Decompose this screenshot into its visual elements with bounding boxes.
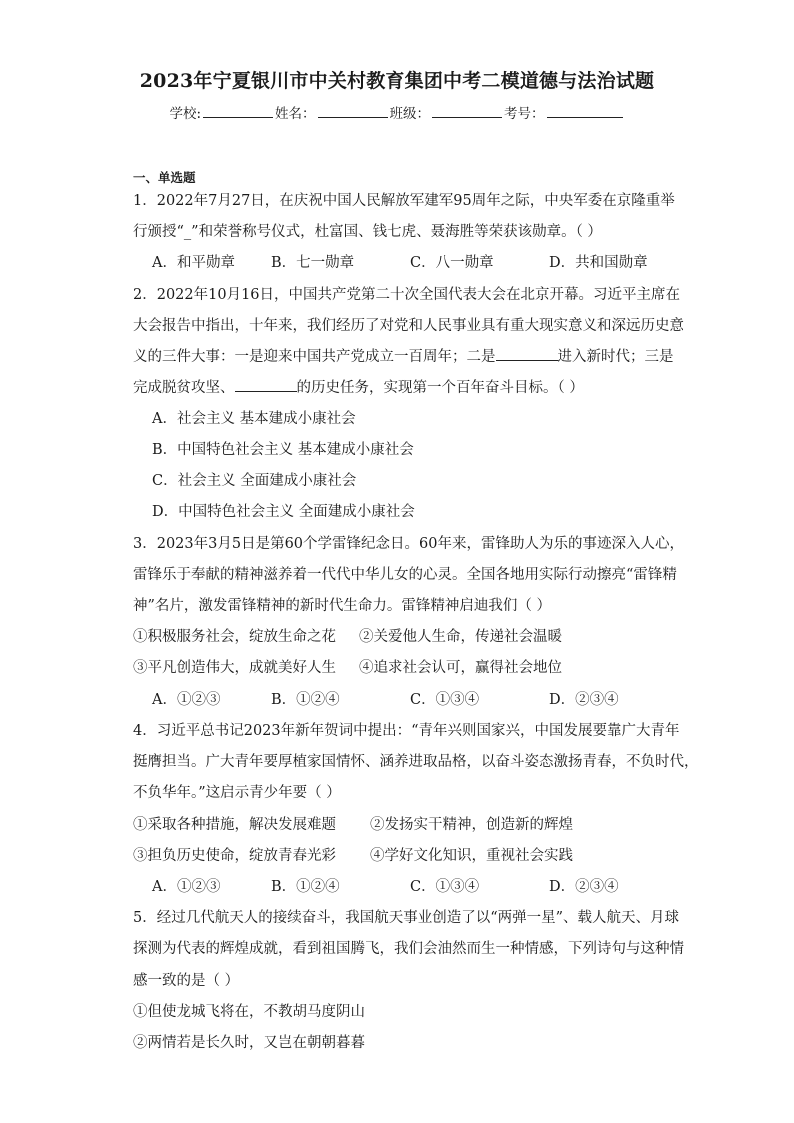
q4-statement-3: ③担负历史使命，绽放青春光彩 [133,848,336,864]
q2-blank-2[interactable] [235,378,297,392]
q3-option-a[interactable]: A．①②③ [152,692,221,708]
q4-option-a[interactable]: A．①②③ [152,879,221,895]
q3-option-b[interactable]: B．①②④ [271,692,340,708]
q3-statement-2: ②关爱他人生命，传递社会温暖 [359,629,562,645]
class-label: 班级： [389,106,431,122]
q4-option-b[interactable]: B．①②④ [271,879,340,895]
q3-option-d[interactable]: D．②③④ [549,692,619,708]
q3-line-2: 雷锋乐于奉献的精神滋养着一代代中华儿女的心灵。全国各地用实际行动擦亮“雷锋精 [133,567,677,583]
q1-option-c[interactable]: C．八一勋章 [410,255,494,271]
q2-line-4-part-2: 的历史任务，实现第一个百年奋斗目标。（ ） [296,380,584,396]
q2-option-a[interactable]: A．社会主义 基本建成小康社会 [152,411,356,427]
q1-option-a[interactable]: A．和平勋章 [152,255,235,271]
q1-line-2: 行颁授“_”和荣誉称号仪式，杜富国、钱七虎、聂海胜等荣获该勋章。（ ） [133,224,602,240]
exam-number-blank[interactable] [547,105,623,118]
page-title: 2023年宁夏银川市中关村教育集团中考二模道德与法治试题 [139,70,655,92]
q5-line-1: 5．经过几代航天人的接续奋斗，我国航天事业创造了以“两弹一星”、载人航天、月球 [133,910,680,926]
q2-line-3-part-1: 义的三件大事：一是迎来中国共产党成立一百周年；二是 [133,349,496,365]
q4-line-2: 挺膺担当。广大青年要厚植家国情怀、涵养进取品格，以奋斗姿态激扬青春，不负时代， [133,754,699,770]
q3-statement-4: ④追求社会认可，赢得社会地位 [359,660,562,676]
q4-statement-4: ④学好文化知识，重视社会实践 [370,848,573,864]
q5-line-3: 感一致的是（ ） [133,973,240,989]
q1-line-1: 1．2022年7月27日，在庆祝中国人民解放军建军95周年之际，中央军委在京隆重举 [133,193,675,209]
q2-line-4 [133,378,584,398]
q1-option-d[interactable]: D．共和国勋章 [549,255,648,271]
q3-statement-3: ③平凡创造伟大，成就美好人生 [133,660,336,676]
q4-option-c[interactable]: C．①③④ [410,879,480,895]
school-label: 学校: [169,106,202,122]
name-label: 姓名： [275,106,316,122]
exam-number-label: 考号： [504,106,545,122]
student-info-row [0,102,794,122]
q3-statement-1: ①积极服务社会，绽放生命之花 [133,629,336,645]
q2-line-3-part-2: 进入新时代；三是 [557,349,674,365]
class-blank[interactable] [432,105,502,118]
q2-line-4-part-1: 完成脱贫攻坚、 [133,380,235,396]
q2-option-c[interactable]: C．社会主义 全面建成小康社会 [152,473,357,489]
q3-option-c[interactable]: C．①③④ [410,692,480,708]
q2-blank-1[interactable] [496,347,558,361]
q5-statement-1: ①但使龙城飞将在，不教胡马度阴山 [133,1004,365,1020]
q4-option-d[interactable]: D．②③④ [549,879,619,895]
q4-line-1: 4．习近平总书记2023年新年贺词中提出：“青年兴则国家兴，中国发展要靠广大青年 [133,723,680,739]
q3-line-1: 3．2023年3月5日是第60个学雷锋纪念日。60年来，雷锋助人为乐的事迹深入人心， [133,536,684,552]
name-blank[interactable] [318,105,388,118]
school-blank[interactable] [203,105,273,118]
q4-line-3: 不负华年。”这启示青少年要（ ） [133,785,341,801]
q2-option-b[interactable]: B．中国特色社会主义 基本建成小康社会 [152,442,414,458]
q5-statement-2: ②两情若是长久时，又岂在朝朝暮暮 [133,1035,365,1051]
q2-option-d[interactable]: D．中国特色社会主义 全面建成小康社会 [152,504,415,520]
section-heading: 一、单选题 [133,170,196,185]
q2-line-1: 2．2022年10月16日，中国共产党第二十次全国代表大会在北京开幕。习近平主席在 [133,287,681,303]
q3-line-3: 神”名片，激发雷锋精神的新时代生命力。雷锋精神启迪我们（ ） [133,598,552,614]
q2-line-2: 大会报告中指出，十年来，我们经历了对党和人民事业具有重大现实意义和深远历史意 [133,318,684,334]
q2-line-3 [133,347,674,367]
q4-statement-2: ②发扬实干精神，创造新的辉煌 [370,817,573,833]
q5-line-2: 探测为代表的辉煌成就，看到祖国腾飞，我们会油然而生一种情感，下列诗句与这种情 [133,941,684,957]
q1-option-b[interactable]: B．七一勋章 [271,255,355,271]
q4-statement-1: ①采取各种措施，解决发展难题 [133,817,336,833]
